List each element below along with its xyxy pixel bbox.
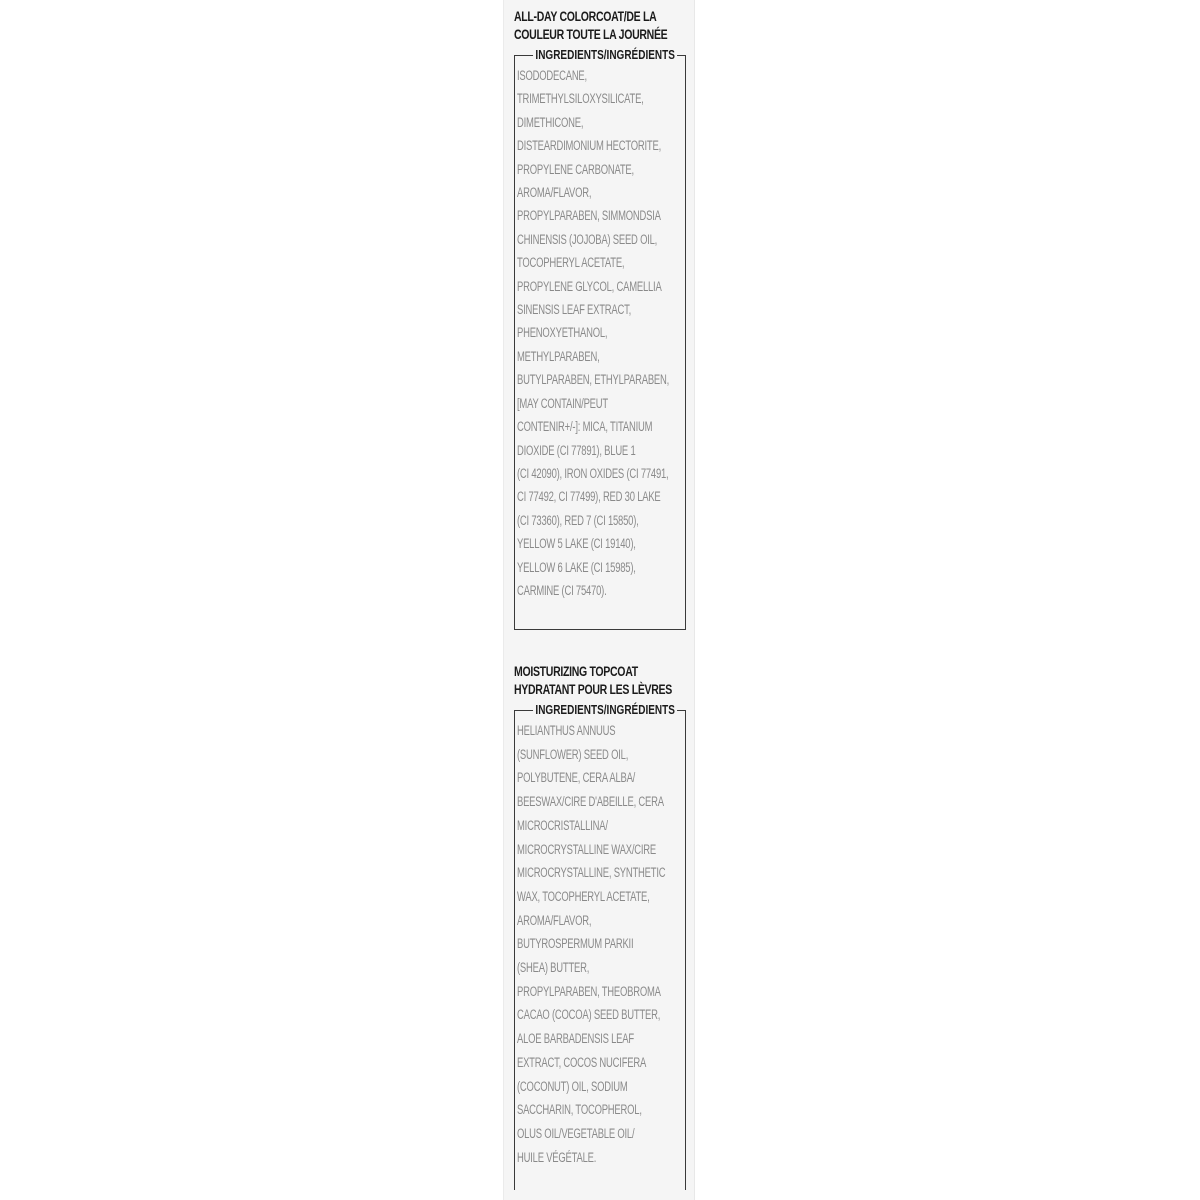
ingredient-line: MICROCRYSTALLINE WAX/CIRE <box>517 841 656 857</box>
ingredient-line: YELLOW 5 LAKE (CI 19140), <box>517 536 636 552</box>
ingredient-line: WAX, TOCOPHERYL ACETATE, <box>517 888 650 904</box>
colorcoat-ingredients-box <box>514 48 686 630</box>
ingredient-line: BEESWAX/CIRE D'ABEILLE, CERA <box>517 794 664 810</box>
topcoat-heading-line-2: HYDRATANT POUR LES LÈVRES <box>514 682 672 697</box>
ingredient-line: MICROCRISTALLINA/ <box>517 817 608 833</box>
topcoat-heading-line-1: MOISTURIZING TOPCOAT <box>514 664 638 679</box>
ingredient-line: DISTEARDIMONIUM HECTORITE, <box>517 138 662 154</box>
ingredient-line: TOCOPHERYL ACETATE, <box>517 255 625 271</box>
ingredient-line: (COCONUT) OIL, SODIUM <box>517 1078 628 1094</box>
ingredient-line: CARMINE (CI 75470). <box>517 582 607 598</box>
ingredient-line: AROMA/FLAVOR, <box>517 912 592 928</box>
colorcoat-section <box>504 8 696 630</box>
ingredient-line: MICROCRYSTALLINE, SYNTHETIC <box>517 865 666 881</box>
colorcoat-ingredients-list <box>517 64 685 602</box>
colorcoat-heading-line-1: ALL-DAY COLORCOAT/DE LA <box>514 9 657 24</box>
ingredient-line: (SHEA) BUTTER, <box>517 960 590 976</box>
ingredient-line: ISODODECANE, <box>517 68 587 83</box>
ingredient-line: (SUNFLOWER) SEED OIL, <box>517 746 629 762</box>
ingredient-line: CACAO (COCOA) SEED BUTTER, <box>517 1007 661 1023</box>
ingredient-line: BUTYROSPERMUM PARKII <box>517 936 634 952</box>
ingredient-line: TRIMETHYLSILOXYSILICATE, <box>517 91 644 107</box>
ingredient-line: CHINENSIS (JOJOBA) SEED OIL, <box>517 231 658 247</box>
ingredient-line: SACCHARIN, TOCOPHEROL, <box>517 1102 642 1118</box>
ingredient-line: PROPYLPARABEN, SIMMONDSIA <box>517 208 661 224</box>
ingredients-label-strip <box>503 0 695 1200</box>
ingredient-line: DIOXIDE (CI 77891), BLUE 1 <box>517 442 636 458</box>
ingredient-line: METHYLPARABEN, <box>517 348 600 364</box>
topcoat-ingredients-title: INGREDIENTS/INGRÉDIENTS <box>515 702 685 718</box>
topcoat-ingredients-box <box>514 703 686 1190</box>
ingredient-line: BUTYLPARABEN, ETHYLPARABEN, <box>517 372 670 388</box>
ingredient-line: [MAY CONTAIN/PEUT <box>517 395 608 411</box>
ingredient-line: CONTENIR+/-]: MICA, TITANIUM <box>517 419 653 435</box>
colorcoat-heading-line-2: COULEUR TOUTE LA JOURNÉE <box>514 27 668 42</box>
ingredient-line: OLUS OIL/VEGETABLE OIL/ <box>517 1125 635 1141</box>
topcoat-ingredients-list <box>517 719 685 1169</box>
ingredient-line: PROPYLPARABEN, THEOBROMA <box>517 983 661 999</box>
ingredient-line: ALOE BARBADENSIS LEAF <box>517 1031 634 1047</box>
colorcoat-ingredients-title: INGREDIENTS/INGRÉDIENTS <box>515 47 685 63</box>
ingredient-line: EXTRACT, COCOS NUCIFERA <box>517 1054 647 1070</box>
ingredient-line: HELIANTHUS ANNUUS <box>517 723 616 738</box>
colorcoat-heading <box>514 8 701 44</box>
ingredient-line: PROPYLENE GLYCOL, CAMELLIA <box>517 278 662 294</box>
ingredient-line: HUILE VÉGÉTALE. <box>517 1149 597 1165</box>
ingredient-line: CI 77492, CI 77499), RED 30 LAKE <box>517 489 661 505</box>
ingredient-line: DIMETHICONE, <box>517 114 584 130</box>
ingredient-line: PROPYLENE CARBONATE, <box>517 161 634 177</box>
ingredient-line: POLYBUTENE, CERA ALBA/ <box>517 770 636 786</box>
ingredient-line: PHENOXYETHANOL, <box>517 325 608 341</box>
ingredient-line: SINENSIS LEAF EXTRACT, <box>517 302 632 318</box>
ingredient-line: YELLOW 6 LAKE (CI 15985), <box>517 559 636 575</box>
ingredient-line: (CI 42090), IRON OXIDES (CI 77491, <box>517 465 669 481</box>
topcoat-heading <box>514 663 701 699</box>
ingredient-line: (CI 73360), RED 7 (CI 15850), <box>517 512 639 528</box>
ingredient-line: AROMA/FLAVOR, <box>517 185 592 201</box>
topcoat-section <box>504 663 696 1190</box>
